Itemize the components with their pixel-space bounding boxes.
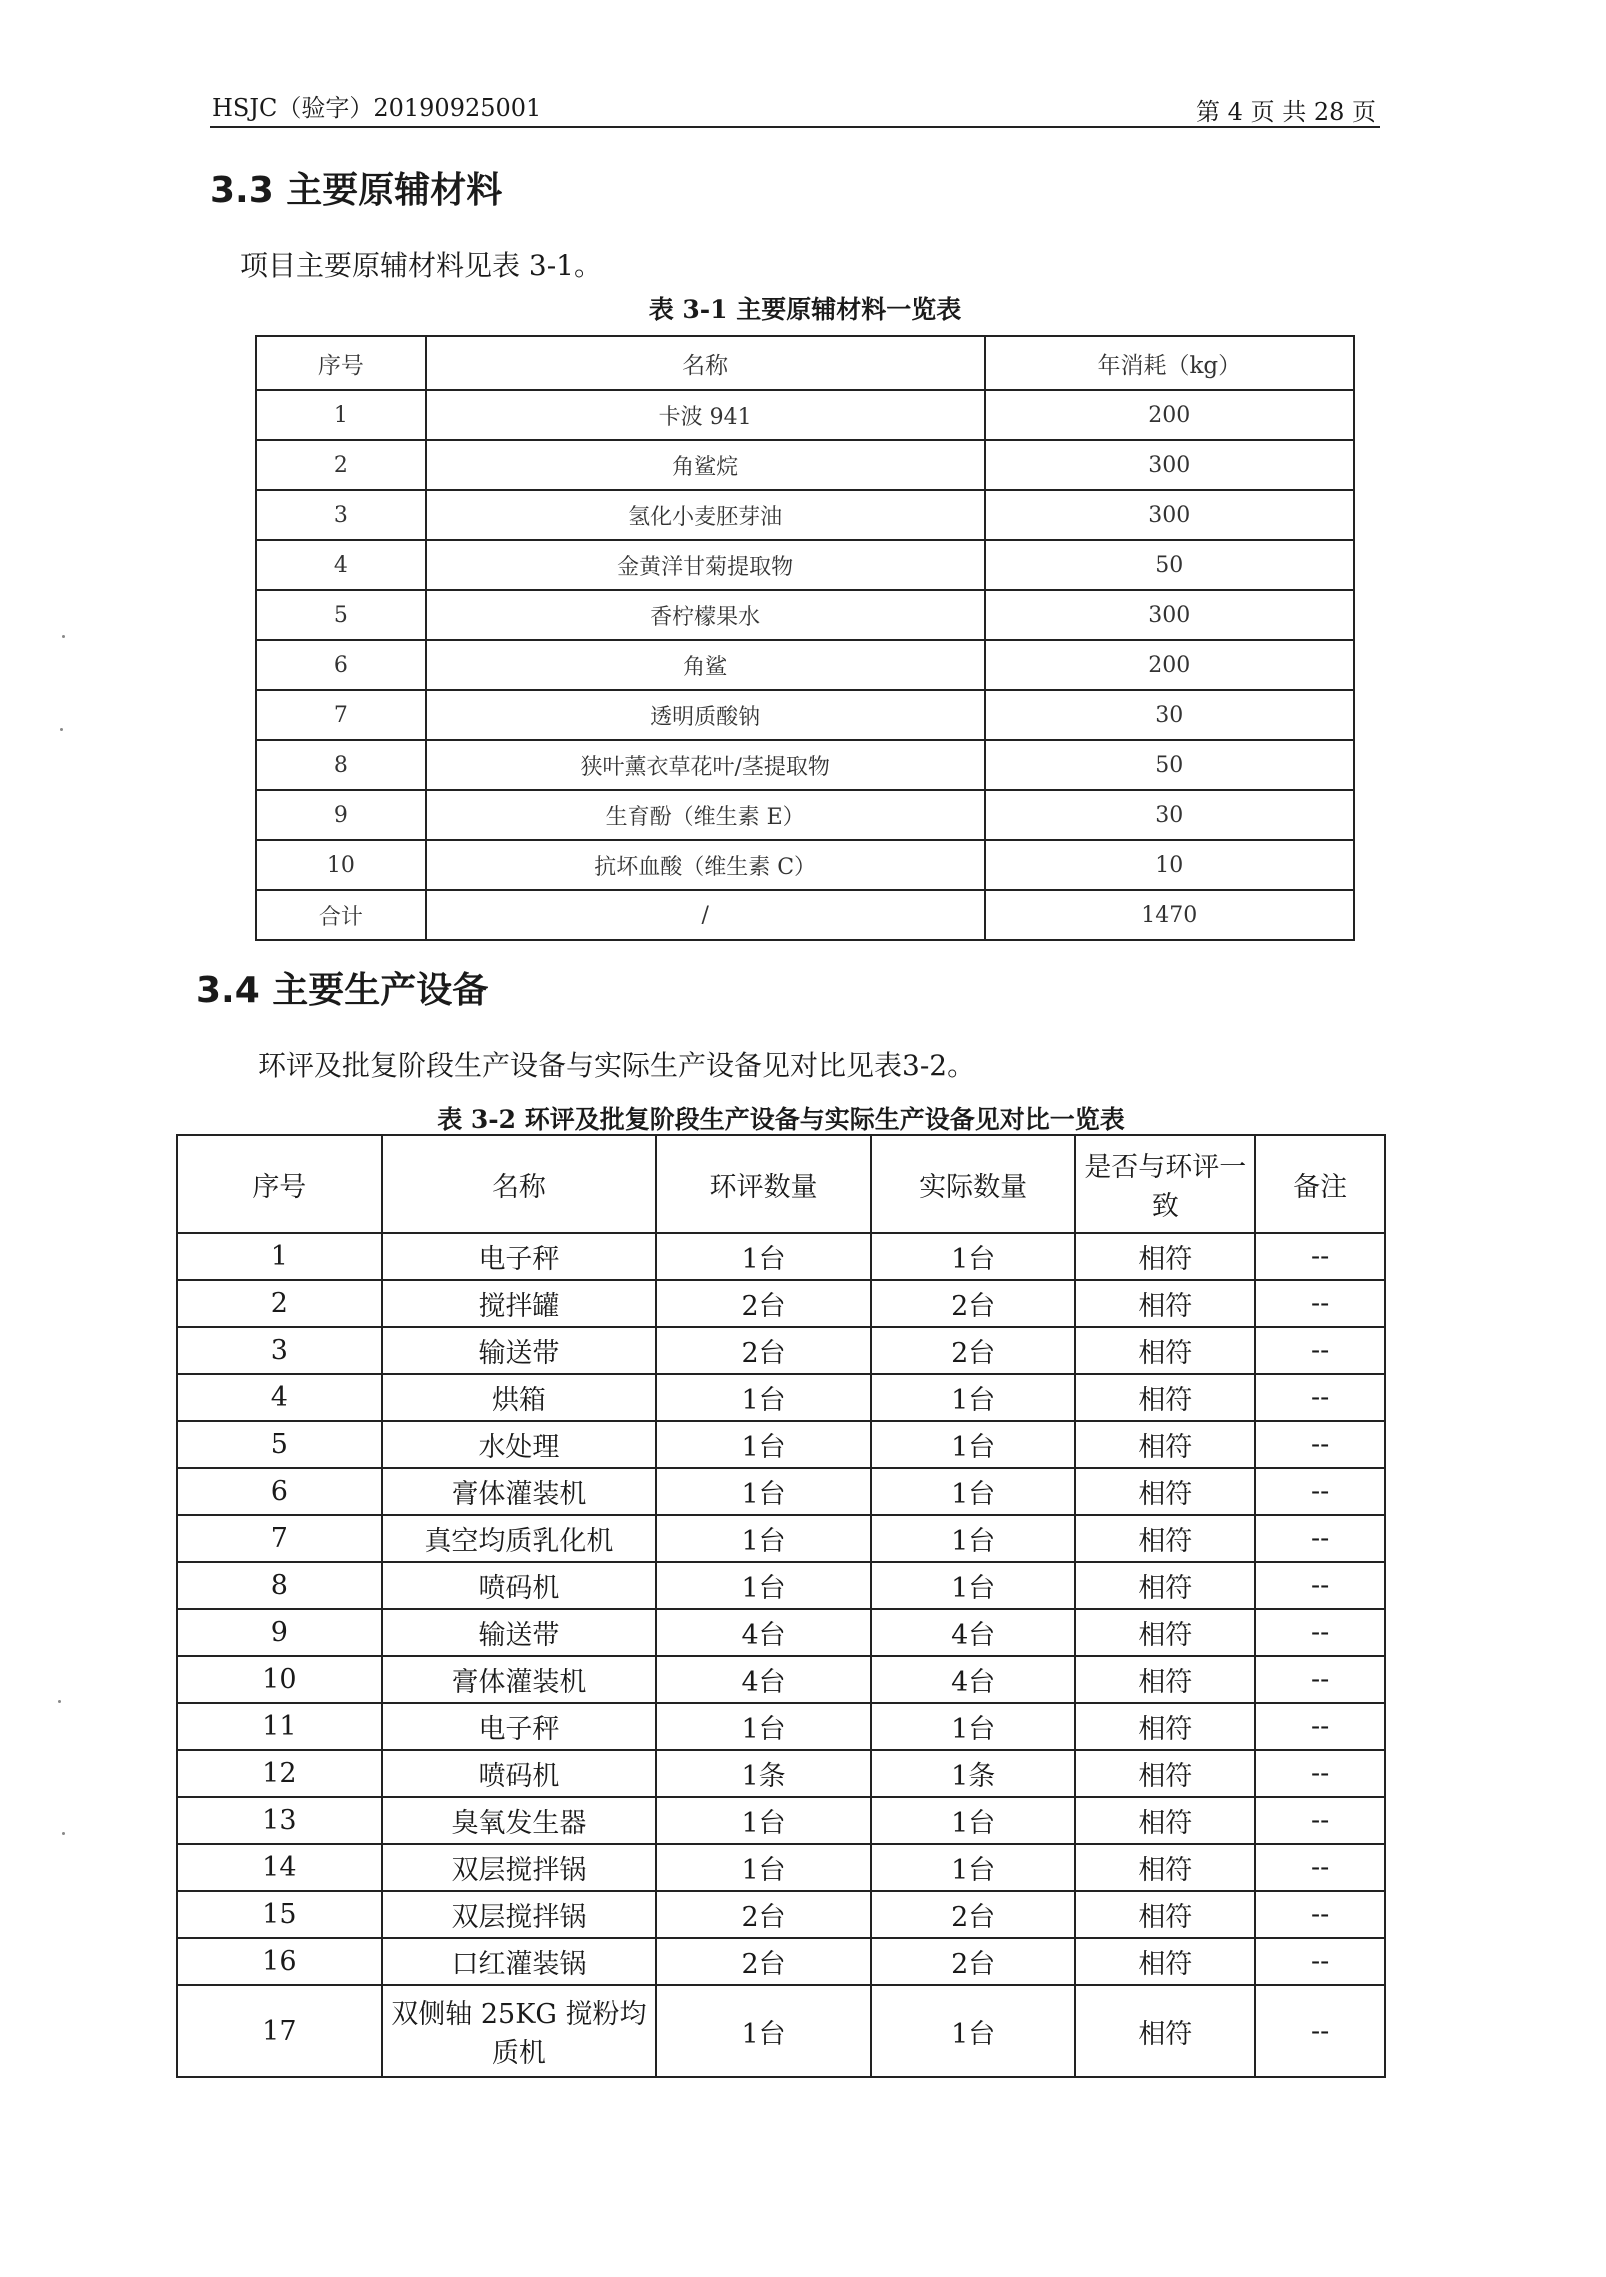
- table-cell: 13: [177, 1797, 382, 1844]
- table-cell: 相符: [1075, 1421, 1255, 1468]
- table-cell: 1台: [656, 1374, 871, 1421]
- table-cell: --: [1255, 1797, 1385, 1844]
- table-row: [177, 1515, 1385, 1562]
- table-cell: --: [1255, 1233, 1385, 1280]
- table-row: [177, 1421, 1385, 1468]
- table-equipment: [176, 1134, 1386, 2078]
- table-cell: 喷码机: [382, 1562, 657, 1609]
- table-cell: 1台: [871, 1985, 1076, 2077]
- header-rule: [210, 126, 1380, 128]
- table-cell: 14: [177, 1844, 382, 1891]
- table-cell: 抗坏血酸（维生素 C）: [426, 840, 985, 890]
- table-cell: 2台: [871, 1327, 1076, 1374]
- table-row: [177, 1938, 1385, 1985]
- table-cell: --: [1255, 1656, 1385, 1703]
- table-row: [256, 490, 1354, 540]
- table-cell: 1台: [656, 1562, 871, 1609]
- table-cell: 6: [177, 1468, 382, 1515]
- column-header: 年消耗（kg）: [985, 336, 1354, 390]
- table-cell: 300: [985, 490, 1354, 540]
- table-cell: 1台: [871, 1233, 1076, 1280]
- table-cell: 10: [177, 1656, 382, 1703]
- table-cell: 1: [256, 390, 426, 440]
- table-cell: 3: [256, 490, 426, 540]
- table-cell: 1台: [871, 1703, 1076, 1750]
- column-header: 是否与环评一致: [1075, 1135, 1255, 1233]
- table-row: [177, 1985, 1385, 2077]
- table-row: [177, 1891, 1385, 1938]
- column-header: 序号: [256, 336, 426, 390]
- table-cell: 1台: [656, 1985, 871, 2077]
- table-cell: 1台: [656, 1233, 871, 1280]
- table-cell: 相符: [1075, 1844, 1255, 1891]
- table-cell: 相符: [1075, 1374, 1255, 1421]
- table-cell: 1台: [656, 1468, 871, 1515]
- table-row: [177, 1656, 1385, 1703]
- table-cell: 输送带: [382, 1327, 657, 1374]
- table-cell: 6: [256, 640, 426, 690]
- table-cell: 电子秤: [382, 1233, 657, 1280]
- table-cell: 水处理: [382, 1421, 657, 1468]
- table-cell: 9: [256, 790, 426, 840]
- table-cell: 透明质酸钠: [426, 690, 985, 740]
- table-cell: 口红灌装锅: [382, 1938, 657, 1985]
- table-cell: 金黄洋甘菊提取物: [426, 540, 985, 590]
- table-cell: 11: [177, 1703, 382, 1750]
- table-cell: 1台: [871, 1797, 1076, 1844]
- table-cell: --: [1255, 1703, 1385, 1750]
- table-cell: 1台: [656, 1515, 871, 1562]
- table-cell: 2台: [656, 1938, 871, 1985]
- table-row: [177, 1844, 1385, 1891]
- section-3-4-intro: 环评及批复阶段生产设备与实际生产设备见对比见表3-2。: [258, 1049, 976, 1082]
- table-cell: 12: [177, 1750, 382, 1797]
- table-cell: --: [1255, 1562, 1385, 1609]
- table-cell: 1470: [985, 890, 1354, 940]
- table-cell: 相符: [1075, 1233, 1255, 1280]
- table-cell: 1台: [871, 1374, 1076, 1421]
- table-cell: 16: [177, 1938, 382, 1985]
- table-cell: 4: [177, 1374, 382, 1421]
- table-cell: 膏体灌装机: [382, 1656, 657, 1703]
- table-row: [177, 1327, 1385, 1374]
- table-cell: --: [1255, 1280, 1385, 1327]
- table-row: [177, 1374, 1385, 1421]
- table-cell: 角鲨烷: [426, 440, 985, 490]
- table-cell: 喷码机: [382, 1750, 657, 1797]
- table-cell: 200: [985, 640, 1354, 690]
- table-cell: 相符: [1075, 1609, 1255, 1656]
- table-cell: 200: [985, 390, 1354, 440]
- table-cell: 1台: [871, 1421, 1076, 1468]
- table-row: [177, 1562, 1385, 1609]
- table-cell: --: [1255, 1421, 1385, 1468]
- table-cell: 相符: [1075, 1280, 1255, 1327]
- column-header: 实际数量: [871, 1135, 1076, 1233]
- table-row: [177, 1280, 1385, 1327]
- section-3-3-intro: 项目主要原辅材料见表 3-1。: [240, 249, 602, 282]
- table-cell: 10: [256, 840, 426, 890]
- table-row: [177, 1233, 1385, 1280]
- table-cell: --: [1255, 1891, 1385, 1938]
- table-cell: 相符: [1075, 1891, 1255, 1938]
- table-cell: 17: [177, 1985, 382, 2077]
- table-cell: 1条: [656, 1750, 871, 1797]
- scan-speck: [58, 1700, 61, 1703]
- table-header-row: [256, 336, 1354, 390]
- table-cell: 1台: [871, 1562, 1076, 1609]
- table-row: [177, 1609, 1385, 1656]
- table-cell: 相符: [1075, 1985, 1255, 2077]
- table-cell: 1台: [656, 1421, 871, 1468]
- table-cell: 搅拌罐: [382, 1280, 657, 1327]
- table-row: [177, 1797, 1385, 1844]
- table-cell: --: [1255, 1985, 1385, 2077]
- page-header-doc-id: HSJC（验字）20190925001: [212, 94, 542, 122]
- table-cell: 30: [985, 790, 1354, 840]
- table-cell: 15: [177, 1891, 382, 1938]
- table-cell: 膏体灌装机: [382, 1468, 657, 1515]
- table-row: [256, 390, 1354, 440]
- column-header: 序号: [177, 1135, 382, 1233]
- page-header-page-info: 第 4 页 共 28 页: [1196, 98, 1376, 126]
- table-cell: 2: [256, 440, 426, 490]
- table-cell: 相符: [1075, 1515, 1255, 1562]
- table-cell: 合计: [256, 890, 426, 940]
- table-cell: 3: [177, 1327, 382, 1374]
- table-cell: 2台: [656, 1891, 871, 1938]
- table-cell: --: [1255, 1468, 1385, 1515]
- table-3-1-caption: 表 3-1 主要原辅材料一览表: [648, 295, 962, 324]
- table-cell: 电子秤: [382, 1703, 657, 1750]
- table-cell: 50: [985, 540, 1354, 590]
- table-raw-materials: [255, 335, 1355, 941]
- table-cell: 4台: [656, 1609, 871, 1656]
- table-row: [256, 540, 1354, 590]
- table-cell: 1台: [656, 1703, 871, 1750]
- table-cell: 7: [177, 1515, 382, 1562]
- table-cell: 4: [256, 540, 426, 590]
- table-cell: 1台: [656, 1844, 871, 1891]
- table-cell: --: [1255, 1327, 1385, 1374]
- table-cell: 输送带: [382, 1609, 657, 1656]
- section-3-4-title: 3.4 主要生产设备: [196, 970, 489, 1011]
- column-header: 名称: [426, 336, 985, 390]
- table-cell: 相符: [1075, 1562, 1255, 1609]
- table-cell: 角鲨: [426, 640, 985, 690]
- table-cell: 5: [177, 1421, 382, 1468]
- table-cell: 1台: [871, 1844, 1076, 1891]
- table-cell: 相符: [1075, 1468, 1255, 1515]
- table-3-2-caption: 表 3-2 环评及批复阶段生产设备与实际生产设备见对比一览表: [437, 1105, 1125, 1134]
- table-cell: 2台: [871, 1938, 1076, 1985]
- table-row: [256, 590, 1354, 640]
- table-cell: 生育酚（维生素 E）: [426, 790, 985, 840]
- table-cell: 相符: [1075, 1327, 1255, 1374]
- table-cell: --: [1255, 1938, 1385, 1985]
- table-cell: 1: [177, 1233, 382, 1280]
- table-cell: 2台: [656, 1280, 871, 1327]
- table-cell: 双侧轴 25KG 搅粉均质机: [382, 1985, 657, 2077]
- table-row: [256, 690, 1354, 740]
- table-cell: 2台: [656, 1327, 871, 1374]
- table-cell: 5: [256, 590, 426, 640]
- table-cell: 真空均质乳化机: [382, 1515, 657, 1562]
- table-cell: 相符: [1075, 1703, 1255, 1750]
- table-row: [256, 840, 1354, 890]
- table-cell: 香柠檬果水: [426, 590, 985, 640]
- table-cell: --: [1255, 1609, 1385, 1656]
- table-cell: 8: [256, 740, 426, 790]
- table-cell: 相符: [1075, 1938, 1255, 1985]
- column-header: 备注: [1255, 1135, 1385, 1233]
- table-row: [177, 1468, 1385, 1515]
- column-header: 名称: [382, 1135, 657, 1233]
- table-cell: 双层搅拌锅: [382, 1891, 657, 1938]
- table-header-row: [177, 1135, 1385, 1233]
- table-cell: 1台: [871, 1468, 1076, 1515]
- scan-speck: [62, 635, 65, 638]
- table-cell: 狭叶薰衣草花叶/茎提取物: [426, 740, 985, 790]
- table-cell: 双层搅拌锅: [382, 1844, 657, 1891]
- table-cell: 1条: [871, 1750, 1076, 1797]
- table-cell: 50: [985, 740, 1354, 790]
- table-cell: 300: [985, 590, 1354, 640]
- table-cell: 2台: [871, 1280, 1076, 1327]
- table-cell: 卡波 941: [426, 390, 985, 440]
- table-row: [256, 890, 1354, 940]
- table-cell: 10: [985, 840, 1354, 890]
- table-row: [177, 1750, 1385, 1797]
- table-row: [256, 440, 1354, 490]
- table-cell: 4台: [656, 1656, 871, 1703]
- table-cell: 氢化小麦胚芽油: [426, 490, 985, 540]
- table-row: [256, 640, 1354, 690]
- table-cell: 相符: [1075, 1797, 1255, 1844]
- table-cell: 9: [177, 1609, 382, 1656]
- table-cell: --: [1255, 1374, 1385, 1421]
- table-cell: 1台: [656, 1797, 871, 1844]
- table-cell: --: [1255, 1515, 1385, 1562]
- table-cell: --: [1255, 1844, 1385, 1891]
- table-cell: 烘箱: [382, 1374, 657, 1421]
- table-cell: 8: [177, 1562, 382, 1609]
- table-cell: 30: [985, 690, 1354, 740]
- scan-speck: [60, 728, 63, 731]
- table-row: [177, 1703, 1385, 1750]
- column-header: 环评数量: [656, 1135, 871, 1233]
- table-cell: 300: [985, 440, 1354, 490]
- table-cell: 4台: [871, 1656, 1076, 1703]
- table-cell: 7: [256, 690, 426, 740]
- table-cell: --: [1255, 1750, 1385, 1797]
- table-cell: 2台: [871, 1891, 1076, 1938]
- table-cell: 2: [177, 1280, 382, 1327]
- section-3-3-title: 3.3 主要原辅材料: [210, 170, 503, 211]
- scan-speck: [62, 1832, 65, 1835]
- table-cell: 臭氧发生器: [382, 1797, 657, 1844]
- table-cell: /: [426, 890, 985, 940]
- table-cell: 相符: [1075, 1656, 1255, 1703]
- table-cell: 4台: [871, 1609, 1076, 1656]
- table-cell: 1台: [871, 1515, 1076, 1562]
- table-row: [256, 740, 1354, 790]
- table-cell: 相符: [1075, 1750, 1255, 1797]
- table-row: [256, 790, 1354, 840]
